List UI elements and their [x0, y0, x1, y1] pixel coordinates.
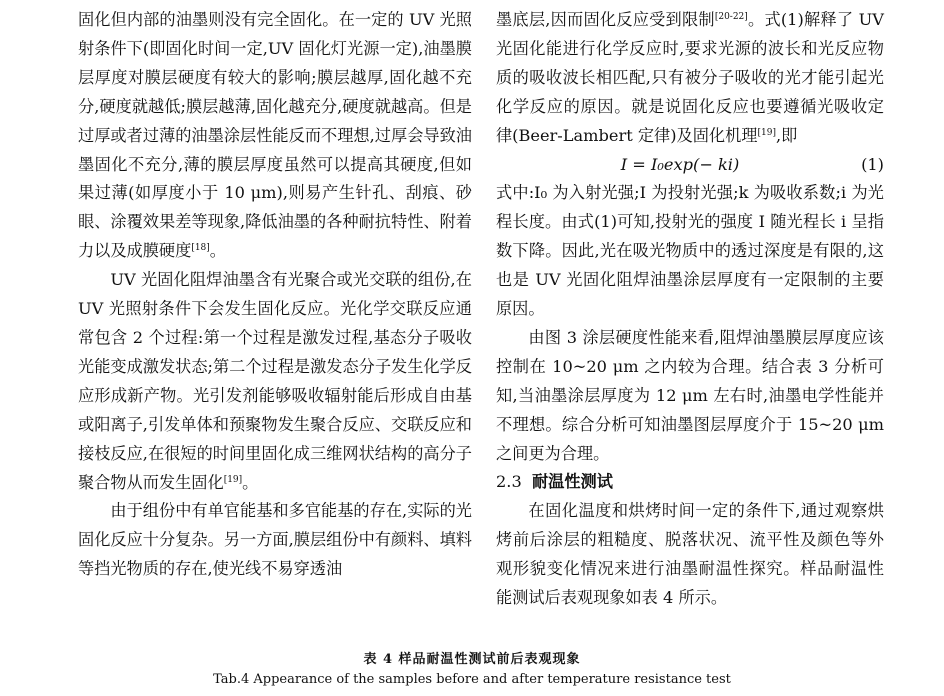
paragraph-thickness-range: 由图 3 涂层硬度性能来看,阻焊油墨膜层厚度应该控制在 10~20 μm 之内较为合理。结合表 3 分析可知,当油墨涂层厚度为 12 μm 左右时,油墨电学性能并不理想。综合分析可知油墨图层厚度介于 15~20 μm 之间更为合理。 [496, 327, 884, 463]
section-title: 耐温性测试 [532, 472, 613, 492]
citation-20-22: [20-22] [714, 12, 748, 22]
paragraph-temperature-test: 在固化温度和烘烤时间一定的条件下,通过观察烘烤前后涂层的粗糙度、脱落状况、流平性及颜色等外观形貌变化情况来进行油墨耐温性探究。样品耐温性能测试后表观现象如表 4 所示。 [496, 501, 884, 608]
table-caption-english: Tab.4 Appearance of the samples before and after temperature resistance test [213, 672, 731, 687]
paragraph-curing-limited: 墨底层,因而固化反应受到限制[20-22]。式(1)解释了 UV 光固化能进行化学反应时,要求光源的波长和光反应物质的吸收波长相匹配,只有被分子吸收的光才能引起光化学反应的原因。就是说固化反应也要遵循光吸收定律(Beer-Lambert 定律)及固化机理[19],即 [496, 10, 884, 145]
right-text-column [496, 6, 884, 613]
paragraph-complex-reaction: 由于组份中有单官能基和多官能基的存在,实际的光固化反应十分复杂。另一方面,膜层组份中有颜料、填料等挡光物质的存在,使光线不易穿透油 [78, 501, 472, 579]
equation-number: (1) [861, 154, 884, 174]
citation-19-b: [19] [757, 127, 776, 138]
paragraph-equation-explanation: 式中:I₀ 为入射光强;I 为投射光强;k 为吸收系数;i 为光程长度。由式(1)可知,投射光的强度 I 随光程长 i 呈指数下降。因此,光在吸光物质中的透过深度是有限的,这也是 UV 光固化阻焊油墨涂层厚度有一定限制的主要原因。 [496, 183, 884, 319]
table-caption-chinese: 表 4 样品耐温性测试前后表观现象 [363, 652, 581, 667]
section-heading-2-3 [496, 468, 884, 497]
left-text-column [78, 6, 472, 584]
paragraph-film-thickness: 固化但内部的油墨则没有完全固化。在一定的 UV 光照射条件下(即固化时间一定,UV 固化灯光源一定),油墨膜层厚度对膜层硬度有较大的影响;膜层越厚,固化越不充分,硬度就越低;膜层越薄,固化越充分,硬度就越高。但是过厚或者过薄的油墨涂层性能反而不理想,过厚会导致油墨固化不充分,薄的膜层厚度虽然可以提高其硬度,但如果过薄(如厚度小于 10 μm),则易产生针孔、刮痕、砂眼、涂覆效果差等现象,降低油墨的各种耐抗特性、附着力以及成膜硬度[18]。 [78, 10, 472, 261]
equation-formula: I = I₀exp(− ki) [620, 154, 740, 174]
paragraph-photocuring-mechanism: UV 光固化阻焊油墨含有光聚合或光交联的组份,在 UV 光照射条件下会发生固化反应。光化学交联反应通常包含 2 个过程:第一个过程是激发过程,基态分子吸收光能变成激发状态;第二个过程是激发态分子发生化学反应形成新产物。光引发剂能够吸收辐射能后形成自由基或阳离子,引发单体和预聚物发生聚合反应、交联反应和接枝反应,在很短的时间里固化成三维网状结构的高分子聚合物从而发生固化[19]。 [78, 270, 472, 492]
citation-19: [19] [223, 474, 243, 485]
equation-1 [496, 151, 884, 180]
section-number: 2.3 [496, 472, 522, 492]
citation-18: [18] [191, 243, 210, 254]
